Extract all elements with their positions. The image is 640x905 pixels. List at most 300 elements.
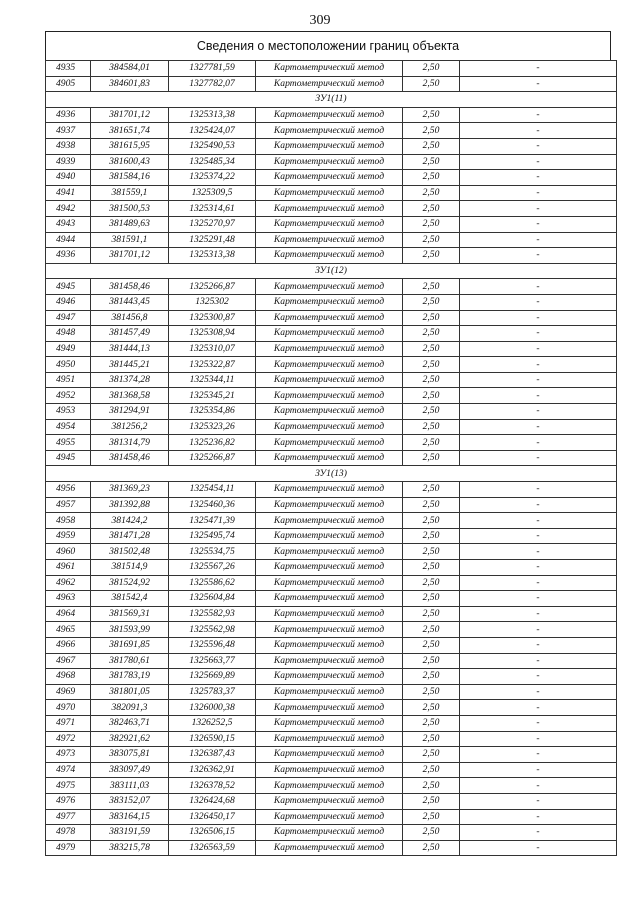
table-header bbox=[45, 31, 611, 61]
point-number: 4949 bbox=[46, 341, 91, 357]
table-row bbox=[46, 793, 617, 809]
table-row bbox=[46, 747, 617, 763]
description: - bbox=[460, 840, 617, 856]
coord-x: 381569,31 bbox=[91, 606, 169, 622]
coord-y: 1325344,11 bbox=[169, 372, 256, 388]
method: Картометрический метод bbox=[256, 388, 403, 404]
coord-y: 1325322,87 bbox=[169, 357, 256, 373]
coord-y: 1326387,43 bbox=[169, 747, 256, 763]
precision: 2,50 bbox=[403, 170, 460, 186]
section-row bbox=[46, 92, 617, 108]
coord-y: 1326590,15 bbox=[169, 731, 256, 747]
table-row bbox=[46, 294, 617, 310]
precision: 2,50 bbox=[403, 669, 460, 685]
method: Картометрический метод bbox=[256, 107, 403, 123]
precision: 2,50 bbox=[403, 762, 460, 778]
method: Картометрический метод bbox=[256, 575, 403, 591]
coord-x: 382921,62 bbox=[91, 731, 169, 747]
coord-y: 1325354,86 bbox=[169, 404, 256, 420]
description: - bbox=[460, 388, 617, 404]
coord-x: 381701,12 bbox=[91, 107, 169, 123]
coord-y: 1326362,91 bbox=[169, 762, 256, 778]
precision: 2,50 bbox=[403, 637, 460, 653]
description: - bbox=[460, 123, 617, 139]
coord-y: 1325323,26 bbox=[169, 419, 256, 435]
coord-x: 381374,28 bbox=[91, 372, 169, 388]
coordinates-table bbox=[45, 60, 617, 856]
coord-y: 1325266,87 bbox=[169, 450, 256, 466]
coord-y: 1326450,17 bbox=[169, 809, 256, 825]
method: Картометрический метод bbox=[256, 404, 403, 420]
table-row bbox=[46, 606, 617, 622]
precision: 2,50 bbox=[403, 560, 460, 576]
precision: 2,50 bbox=[403, 778, 460, 794]
point-number: 4948 bbox=[46, 326, 91, 342]
precision: 2,50 bbox=[403, 653, 460, 669]
table-row bbox=[46, 248, 617, 264]
table-row bbox=[46, 482, 617, 498]
method: Картометрический метод bbox=[256, 61, 403, 77]
point-number: 4935 bbox=[46, 61, 91, 77]
coord-y: 1326000,38 bbox=[169, 700, 256, 716]
method: Картометрический метод bbox=[256, 825, 403, 841]
coord-x: 381701,12 bbox=[91, 248, 169, 264]
coord-x: 382091,3 bbox=[91, 700, 169, 716]
table-row bbox=[46, 591, 617, 607]
section-label: ЗУ1(12) bbox=[46, 263, 617, 279]
precision: 2,50 bbox=[403, 216, 460, 232]
coord-y: 1325291,48 bbox=[169, 232, 256, 248]
coord-x: 383215,78 bbox=[91, 840, 169, 856]
coord-x: 382463,71 bbox=[91, 715, 169, 731]
coord-y: 1325490,53 bbox=[169, 138, 256, 154]
table-row bbox=[46, 840, 617, 856]
description: - bbox=[460, 762, 617, 778]
point-number: 4955 bbox=[46, 435, 91, 451]
precision: 2,50 bbox=[403, 61, 460, 77]
precision: 2,50 bbox=[403, 793, 460, 809]
point-number: 4946 bbox=[46, 294, 91, 310]
table-row bbox=[46, 232, 617, 248]
precision: 2,50 bbox=[403, 513, 460, 529]
precision: 2,50 bbox=[403, 528, 460, 544]
coord-x: 381444,13 bbox=[91, 341, 169, 357]
description: - bbox=[460, 684, 617, 700]
coord-x: 381615,95 bbox=[91, 138, 169, 154]
coord-y: 1325471,39 bbox=[169, 513, 256, 529]
coord-y: 1325669,89 bbox=[169, 669, 256, 685]
point-number: 4956 bbox=[46, 482, 91, 498]
method: Картометрический метод bbox=[256, 560, 403, 576]
point-number: 4962 bbox=[46, 575, 91, 591]
description: - bbox=[460, 715, 617, 731]
coord-x: 383075,81 bbox=[91, 747, 169, 763]
point-number: 4969 bbox=[46, 684, 91, 700]
coord-y: 1325313,38 bbox=[169, 107, 256, 123]
coord-x: 381559,1 bbox=[91, 185, 169, 201]
table-row bbox=[46, 622, 617, 638]
coord-x: 381392,88 bbox=[91, 497, 169, 513]
precision: 2,50 bbox=[403, 357, 460, 373]
description: - bbox=[460, 793, 617, 809]
point-number: 4945 bbox=[46, 279, 91, 295]
precision: 2,50 bbox=[403, 482, 460, 498]
coord-x: 383164,15 bbox=[91, 809, 169, 825]
method: Картометрический метод bbox=[256, 637, 403, 653]
method: Картометрический метод bbox=[256, 793, 403, 809]
coord-x: 381691,85 bbox=[91, 637, 169, 653]
coord-y: 1326424,68 bbox=[169, 793, 256, 809]
description: - bbox=[460, 575, 617, 591]
precision: 2,50 bbox=[403, 450, 460, 466]
coord-x: 381256,2 bbox=[91, 419, 169, 435]
coord-x: 381542,4 bbox=[91, 591, 169, 607]
method: Картометрический метод bbox=[256, 450, 403, 466]
method: Картометрический метод bbox=[256, 76, 403, 92]
coord-x: 381584,16 bbox=[91, 170, 169, 186]
table-row bbox=[46, 154, 617, 170]
description: - bbox=[460, 279, 617, 295]
precision: 2,50 bbox=[403, 622, 460, 638]
table-row bbox=[46, 388, 617, 404]
method: Картометрический метод bbox=[256, 778, 403, 794]
coord-x: 381593,99 bbox=[91, 622, 169, 638]
method: Картометрический метод bbox=[256, 357, 403, 373]
method: Картометрический метод bbox=[256, 747, 403, 763]
precision: 2,50 bbox=[403, 591, 460, 607]
coord-y: 1325302 bbox=[169, 294, 256, 310]
section-row bbox=[46, 466, 617, 482]
description: - bbox=[460, 248, 617, 264]
table-row bbox=[46, 653, 617, 669]
coord-y: 1325562,98 bbox=[169, 622, 256, 638]
table-row bbox=[46, 216, 617, 232]
point-number: 4950 bbox=[46, 357, 91, 373]
point-number: 4979 bbox=[46, 840, 91, 856]
point-number: 4961 bbox=[46, 560, 91, 576]
coord-x: 381458,46 bbox=[91, 450, 169, 466]
table-row bbox=[46, 404, 617, 420]
method: Картометрический метод bbox=[256, 294, 403, 310]
description: - bbox=[460, 544, 617, 560]
table-row bbox=[46, 513, 617, 529]
coord-y: 1325300,87 bbox=[169, 310, 256, 326]
boundary-sheet bbox=[45, 31, 611, 856]
point-number: 4972 bbox=[46, 731, 91, 747]
point-number: 4977 bbox=[46, 809, 91, 825]
point-number: 4975 bbox=[46, 778, 91, 794]
table-row bbox=[46, 544, 617, 560]
method: Картометрический метод bbox=[256, 809, 403, 825]
precision: 2,50 bbox=[403, 404, 460, 420]
point-number: 4966 bbox=[46, 637, 91, 653]
section-label: ЗУ1(11) bbox=[46, 92, 617, 108]
description: - bbox=[460, 294, 617, 310]
method: Картометрический метод bbox=[256, 606, 403, 622]
coord-y: 1325783,37 bbox=[169, 684, 256, 700]
description: - bbox=[460, 310, 617, 326]
precision: 2,50 bbox=[403, 107, 460, 123]
method: Картометрический метод bbox=[256, 216, 403, 232]
table-row bbox=[46, 762, 617, 778]
coord-y: 1325596,48 bbox=[169, 637, 256, 653]
coord-x: 381294,91 bbox=[91, 404, 169, 420]
table-row bbox=[46, 715, 617, 731]
description: - bbox=[460, 669, 617, 685]
point-number: 4953 bbox=[46, 404, 91, 420]
point-number: 4965 bbox=[46, 622, 91, 638]
point-number: 4973 bbox=[46, 747, 91, 763]
description: - bbox=[460, 341, 617, 357]
precision: 2,50 bbox=[403, 684, 460, 700]
coord-x: 381314,79 bbox=[91, 435, 169, 451]
description: - bbox=[460, 497, 617, 513]
precision: 2,50 bbox=[403, 185, 460, 201]
table-row bbox=[46, 61, 617, 77]
method: Картометрический метод bbox=[256, 653, 403, 669]
coord-y: 1325313,38 bbox=[169, 248, 256, 264]
coord-x: 381369,23 bbox=[91, 482, 169, 498]
precision: 2,50 bbox=[403, 700, 460, 716]
method: Картометрический метод bbox=[256, 762, 403, 778]
method: Картометрический метод bbox=[256, 715, 403, 731]
method: Картометрический метод bbox=[256, 201, 403, 217]
description: - bbox=[460, 404, 617, 420]
point-number: 4960 bbox=[46, 544, 91, 560]
table-row bbox=[46, 419, 617, 435]
method: Картометрический метод bbox=[256, 731, 403, 747]
table-row bbox=[46, 341, 617, 357]
coord-x: 381600,43 bbox=[91, 154, 169, 170]
method: Картометрический метод bbox=[256, 185, 403, 201]
coord-x: 381500,53 bbox=[91, 201, 169, 217]
precision: 2,50 bbox=[403, 76, 460, 92]
coord-x: 381514,9 bbox=[91, 560, 169, 576]
coord-x: 381801,05 bbox=[91, 684, 169, 700]
description: - bbox=[460, 606, 617, 622]
method: Картометрический метод bbox=[256, 123, 403, 139]
coord-y: 1325270,97 bbox=[169, 216, 256, 232]
precision: 2,50 bbox=[403, 248, 460, 264]
description: - bbox=[460, 138, 617, 154]
method: Картометрический метод bbox=[256, 528, 403, 544]
description: - bbox=[460, 372, 617, 388]
point-number: 4905 bbox=[46, 76, 91, 92]
coord-x: 381424,2 bbox=[91, 513, 169, 529]
table-row bbox=[46, 778, 617, 794]
method: Картометрический метод bbox=[256, 419, 403, 435]
method: Картометрический метод bbox=[256, 170, 403, 186]
description: - bbox=[460, 482, 617, 498]
coord-y: 1327781,59 bbox=[169, 61, 256, 77]
coord-y: 1325374,22 bbox=[169, 170, 256, 186]
precision: 2,50 bbox=[403, 341, 460, 357]
method: Картометрический метод bbox=[256, 669, 403, 685]
method: Картометрический метод bbox=[256, 138, 403, 154]
point-number: 4941 bbox=[46, 185, 91, 201]
table-row bbox=[46, 107, 617, 123]
table-row bbox=[46, 700, 617, 716]
coord-x: 381489,63 bbox=[91, 216, 169, 232]
point-number: 4952 bbox=[46, 388, 91, 404]
table-row bbox=[46, 76, 617, 92]
coord-y: 1325582,93 bbox=[169, 606, 256, 622]
table-row bbox=[46, 279, 617, 295]
description: - bbox=[460, 450, 617, 466]
precision: 2,50 bbox=[403, 606, 460, 622]
coord-x: 381524,92 bbox=[91, 575, 169, 591]
coord-x: 383111,03 bbox=[91, 778, 169, 794]
point-number: 4944 bbox=[46, 232, 91, 248]
precision: 2,50 bbox=[403, 232, 460, 248]
method: Картометрический метод bbox=[256, 326, 403, 342]
page-number: 309 bbox=[309, 13, 331, 28]
point-number: 4936 bbox=[46, 107, 91, 123]
description: - bbox=[460, 76, 617, 92]
method: Картометрический метод bbox=[256, 482, 403, 498]
description: - bbox=[460, 154, 617, 170]
method: Картометрический метод bbox=[256, 840, 403, 856]
precision: 2,50 bbox=[403, 544, 460, 560]
description: - bbox=[460, 185, 617, 201]
point-number: 4976 bbox=[46, 793, 91, 809]
table-row bbox=[46, 731, 617, 747]
method: Картометрический метод bbox=[256, 684, 403, 700]
method: Картометрический метод bbox=[256, 341, 403, 357]
coord-x: 381445,21 bbox=[91, 357, 169, 373]
point-number: 4964 bbox=[46, 606, 91, 622]
point-number: 4947 bbox=[46, 310, 91, 326]
point-number: 4967 bbox=[46, 653, 91, 669]
description: - bbox=[460, 560, 617, 576]
point-number: 4939 bbox=[46, 154, 91, 170]
coord-y: 1325424,07 bbox=[169, 123, 256, 139]
coord-y: 1325266,87 bbox=[169, 279, 256, 295]
description: - bbox=[460, 170, 617, 186]
method: Картометрический метод bbox=[256, 232, 403, 248]
point-number: 4970 bbox=[46, 700, 91, 716]
point-number: 4971 bbox=[46, 715, 91, 731]
precision: 2,50 bbox=[403, 294, 460, 310]
precision: 2,50 bbox=[403, 372, 460, 388]
point-number: 4954 bbox=[46, 419, 91, 435]
coord-y: 1325314,61 bbox=[169, 201, 256, 217]
precision: 2,50 bbox=[403, 279, 460, 295]
method: Картометрический метод bbox=[256, 154, 403, 170]
coord-y: 1325309,5 bbox=[169, 185, 256, 201]
description: - bbox=[460, 809, 617, 825]
description: - bbox=[460, 747, 617, 763]
precision: 2,50 bbox=[403, 575, 460, 591]
coord-x: 383191,59 bbox=[91, 825, 169, 841]
table-row bbox=[46, 435, 617, 451]
coord-y: 1325534,75 bbox=[169, 544, 256, 560]
precision: 2,50 bbox=[403, 201, 460, 217]
method: Картометрический метод bbox=[256, 544, 403, 560]
coord-x: 381780,61 bbox=[91, 653, 169, 669]
precision: 2,50 bbox=[403, 388, 460, 404]
precision: 2,50 bbox=[403, 715, 460, 731]
precision: 2,50 bbox=[403, 154, 460, 170]
method: Картометрический метод bbox=[256, 622, 403, 638]
table-row bbox=[46, 684, 617, 700]
precision: 2,50 bbox=[403, 138, 460, 154]
coord-y: 1325308,94 bbox=[169, 326, 256, 342]
coord-x: 383097,49 bbox=[91, 762, 169, 778]
method: Картометрический метод bbox=[256, 513, 403, 529]
table-row bbox=[46, 575, 617, 591]
precision: 2,50 bbox=[403, 747, 460, 763]
description: - bbox=[460, 419, 617, 435]
point-number: 4963 bbox=[46, 591, 91, 607]
description: - bbox=[460, 357, 617, 373]
description: - bbox=[460, 528, 617, 544]
coord-x: 381458,46 bbox=[91, 279, 169, 295]
coord-x: 381471,28 bbox=[91, 528, 169, 544]
description: - bbox=[460, 778, 617, 794]
point-number: 4937 bbox=[46, 123, 91, 139]
coord-y: 1325345,21 bbox=[169, 388, 256, 404]
coord-x: 381591,1 bbox=[91, 232, 169, 248]
method: Картометрический метод bbox=[256, 279, 403, 295]
table-row bbox=[46, 450, 617, 466]
table-row bbox=[46, 185, 617, 201]
table-row bbox=[46, 138, 617, 154]
point-number: 4978 bbox=[46, 825, 91, 841]
coord-x: 381651,74 bbox=[91, 123, 169, 139]
precision: 2,50 bbox=[403, 123, 460, 139]
coord-y: 1326506,15 bbox=[169, 825, 256, 841]
precision: 2,50 bbox=[403, 310, 460, 326]
coord-y: 1325604,84 bbox=[169, 591, 256, 607]
coord-y: 1325663,77 bbox=[169, 653, 256, 669]
coord-x: 381783,19 bbox=[91, 669, 169, 685]
description: - bbox=[460, 591, 617, 607]
coord-x: 384584,01 bbox=[91, 61, 169, 77]
point-number: 4974 bbox=[46, 762, 91, 778]
precision: 2,50 bbox=[403, 840, 460, 856]
precision: 2,50 bbox=[403, 809, 460, 825]
description: - bbox=[460, 825, 617, 841]
precision: 2,50 bbox=[403, 435, 460, 451]
coord-x: 381456,8 bbox=[91, 310, 169, 326]
table-row bbox=[46, 170, 617, 186]
table-row bbox=[46, 201, 617, 217]
section-row bbox=[46, 263, 617, 279]
coord-x: 383152,07 bbox=[91, 793, 169, 809]
coord-y: 1325495,74 bbox=[169, 528, 256, 544]
description: - bbox=[460, 232, 617, 248]
coord-y: 1325454,11 bbox=[169, 482, 256, 498]
coord-x: 381502,48 bbox=[91, 544, 169, 560]
coord-y: 1325586,62 bbox=[169, 575, 256, 591]
coord-y: 1326252,5 bbox=[169, 715, 256, 731]
table-row bbox=[46, 326, 617, 342]
point-number: 4945 bbox=[46, 450, 91, 466]
table-row bbox=[46, 825, 617, 841]
description: - bbox=[460, 653, 617, 669]
method: Картометрический метод bbox=[256, 310, 403, 326]
table-row bbox=[46, 497, 617, 513]
table-row bbox=[46, 123, 617, 139]
description: - bbox=[460, 731, 617, 747]
description: - bbox=[460, 201, 617, 217]
coord-y: 1327782,07 bbox=[169, 76, 256, 92]
coord-y: 1325567,26 bbox=[169, 560, 256, 576]
method: Картометрический метод bbox=[256, 435, 403, 451]
coord-x: 384601,83 bbox=[91, 76, 169, 92]
point-number: 4936 bbox=[46, 248, 91, 264]
